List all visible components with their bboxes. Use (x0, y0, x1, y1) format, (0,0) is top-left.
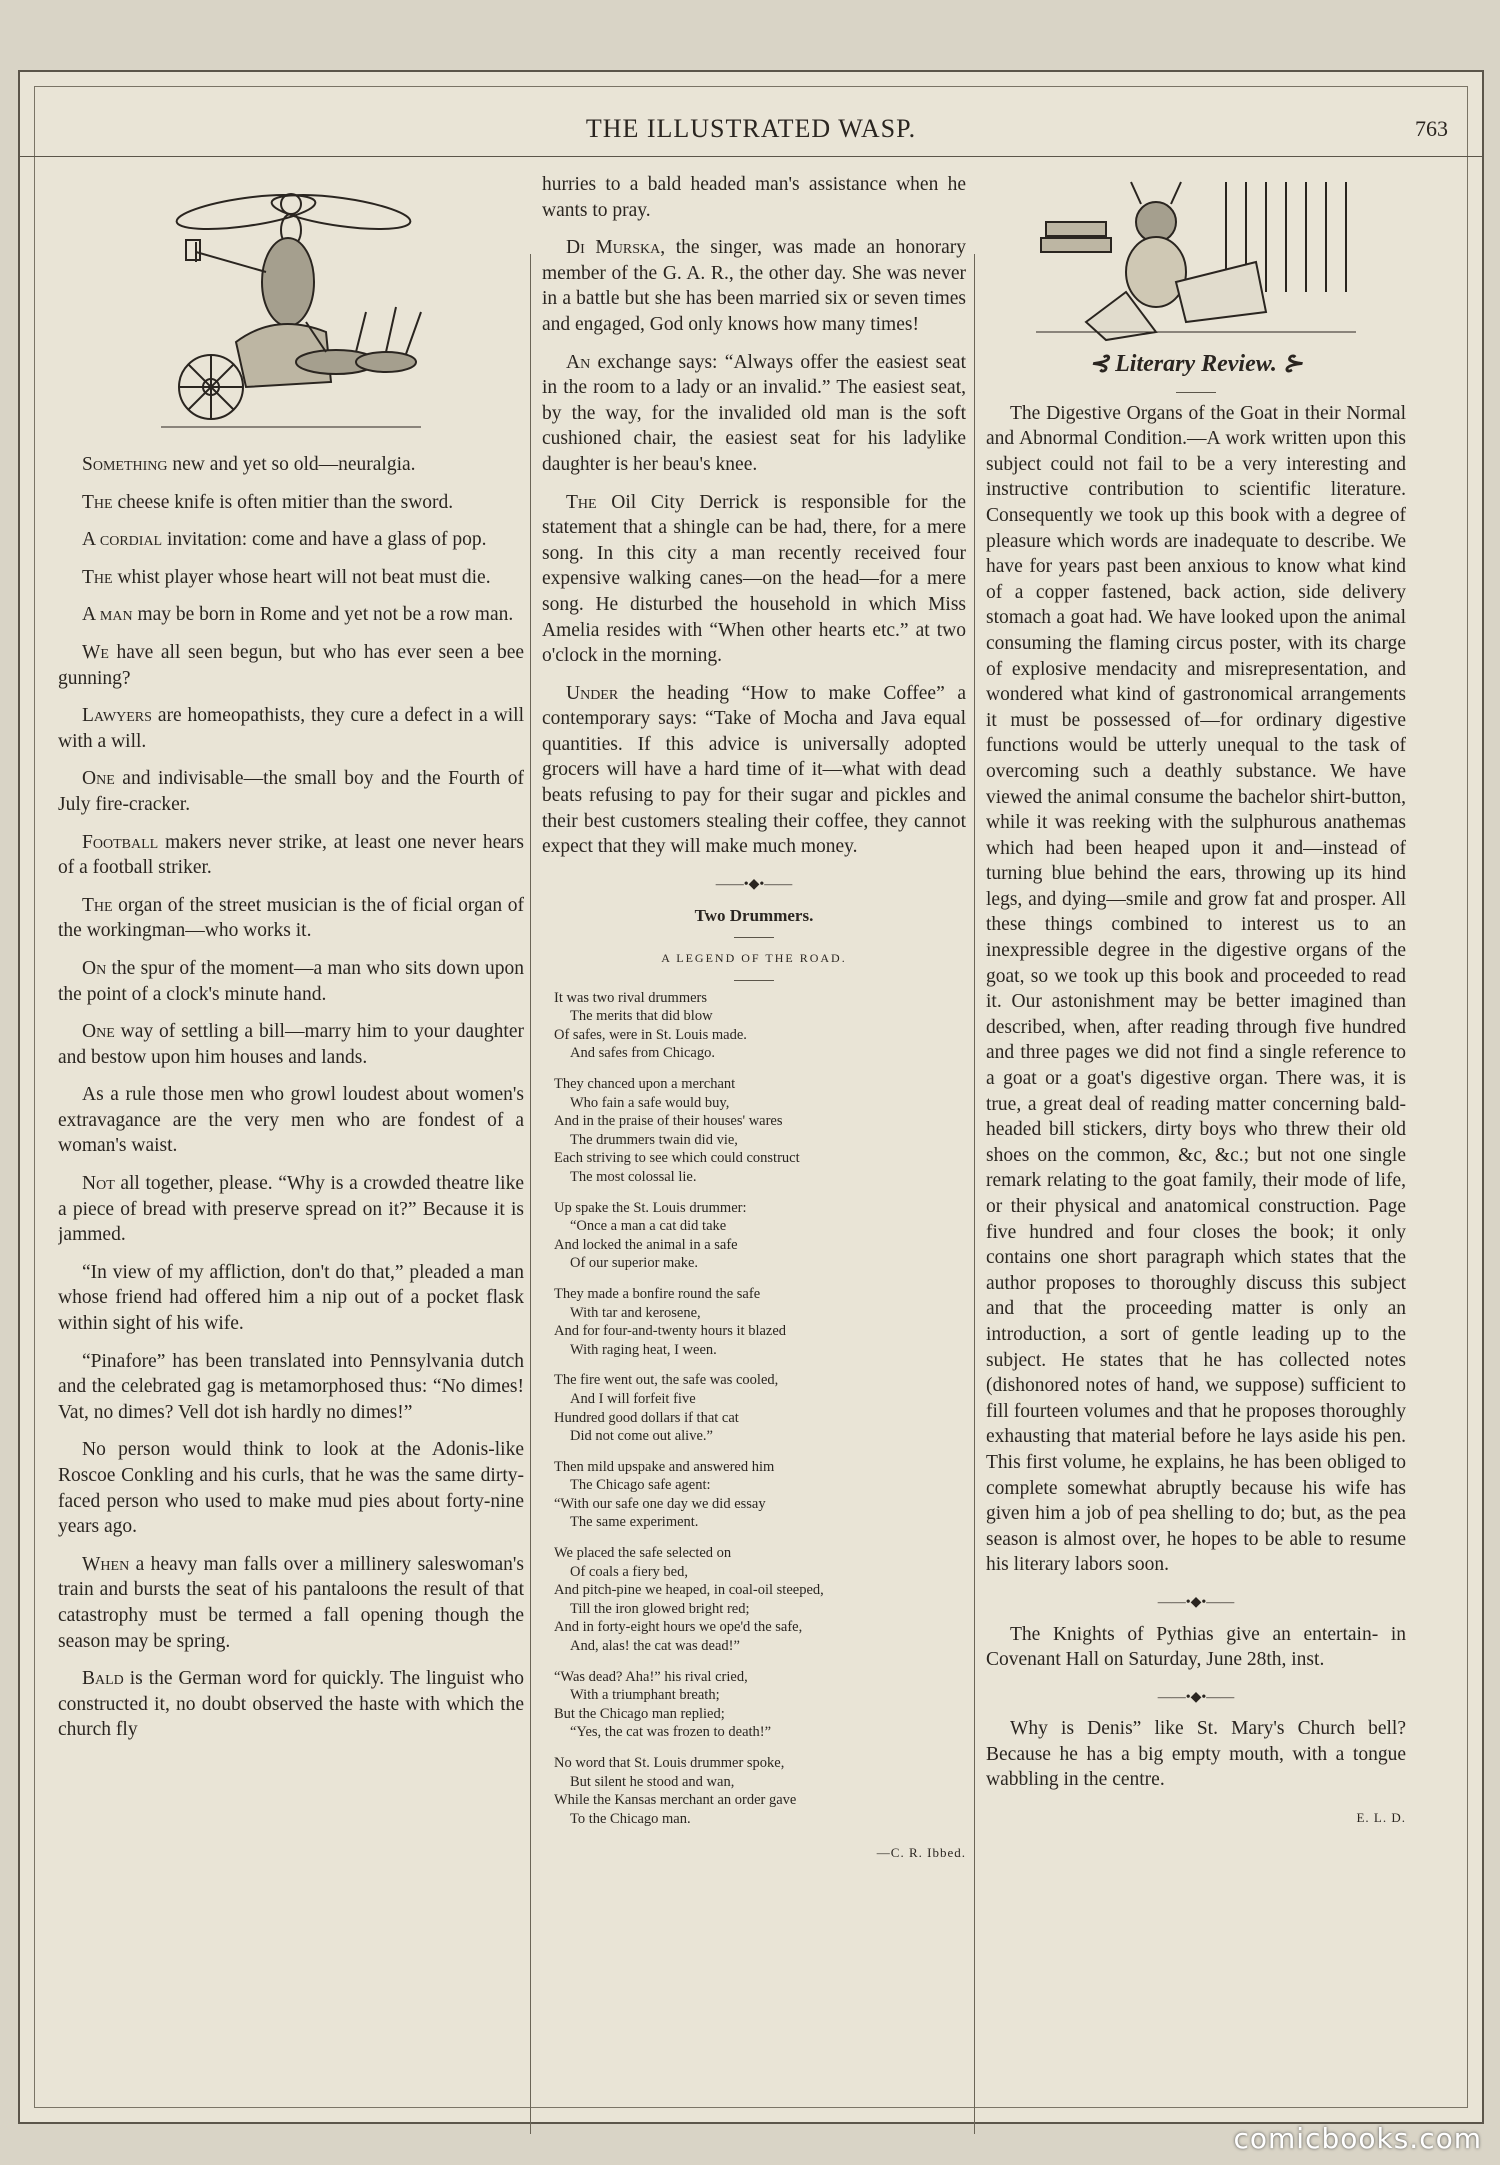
poem-line: While the Kansas merchant an order gave (554, 1792, 797, 1809)
lead-word: Not (82, 1173, 115, 1195)
poem-line: The drummers twain did vie, (570, 1131, 738, 1148)
poem-line: But silent he stood and wan, (570, 1773, 735, 1790)
lead-word: The (566, 491, 597, 513)
poem-line: And safes from Chicago. (570, 1045, 715, 1062)
paragraph-text: new and yet so old—neuralgia. (167, 454, 416, 475)
poem-stanza (554, 1458, 966, 1532)
wasp-chariot-illustration (156, 172, 426, 442)
poem-line: And in forty-eight hours we ope'd the safe, (554, 1619, 803, 1636)
column-rule-2 (974, 254, 975, 2134)
poem-stanza (554, 1371, 966, 1445)
poem-line: But the Chicago man replied; (554, 1705, 725, 1722)
poem-line: It was two rival drummers (554, 989, 708, 1006)
poem-line: Who fain a safe would buy, (570, 1094, 730, 1111)
poem-line: The merits that did blow (570, 1008, 713, 1025)
col2-paragraphs (542, 235, 966, 860)
poem-body (554, 989, 966, 1829)
poem-line: “Was dead? Aha!” his rival cried, (554, 1668, 748, 1685)
scroll-left-icon: ⊰ (1089, 351, 1110, 377)
poem-line: With raging heat, I ween. (570, 1341, 717, 1358)
paragraph (58, 1082, 524, 1159)
column-2 (542, 172, 966, 2152)
scroll-right-icon: ⊱ (1282, 351, 1303, 377)
poem-title: Two Drummers. (694, 906, 814, 926)
paragraph-text: No person would think to look at the Adonis-like Roscoe Conkling and his curls, that he was the same dirty-faced person who used to make mud pies about forty-nine years ago. (58, 1439, 524, 1538)
paragraph-text: cheese knife is often mitier than the sword. (112, 491, 454, 513)
lead-word: An (566, 351, 591, 373)
lead-word: The (82, 566, 113, 588)
poem-line: The most colossal lie. (570, 1168, 697, 1185)
lead-word: Something (82, 454, 168, 475)
poem-line: And for four-and-twenty hours it blazed (554, 1323, 787, 1340)
paragraph-text: “In view of my affliction, don't do that,” pleaded a man whose friend had offered him a nip out of a pocket flask within sight of his wife. (58, 1261, 524, 1335)
lead-word: When (82, 1553, 130, 1575)
lead-word: Bald (82, 1668, 124, 1690)
paragraph-text: makers never strike, at least one never hears of a football striker. (58, 831, 524, 879)
poem-line: And pitch-pine we heaped, in coal-oil steeped, (554, 1582, 824, 1599)
paragraph-text: exchange says: “Always offer the easiest seat in the room to a lady or an invalid.” The easiest seat, by the way, for the invalided old man is the soft cushioned chair, the easiest seat for his ladylike daughter is her beau's knee. (542, 351, 966, 475)
paragraph-text: , the singer, was made an honorary member of the G. A. R., the other day. She was never in a battle but she has been married six or seven times and engaged, God only knows how many times! (542, 237, 966, 335)
paragraph (58, 1437, 524, 1539)
poem-line: Of our superior make. (570, 1255, 699, 1272)
poem-line: The same experiment. (570, 1514, 699, 1531)
paragraph-text: is the German word for quickly. The linguist who constructed it, no doubt observed the haste with which the church fly (58, 1668, 524, 1741)
newspaper-page (18, 70, 1484, 2124)
col1-paragraphs (58, 452, 524, 1743)
paragraph (58, 1552, 524, 1654)
paragraph (58, 490, 524, 516)
page-number: 763 (1415, 116, 1448, 141)
poem-line: And locked the animal in a safe (554, 1236, 738, 1253)
poem-line: And in the praise of their houses' wares (554, 1113, 783, 1130)
paragraph (58, 1019, 524, 1070)
literary-review-title: Literary Review. (1115, 351, 1277, 377)
poem-line: And, alas! the cat was dead!” (570, 1638, 740, 1655)
ornament-divider: ——•◆•—— (1157, 1594, 1235, 1610)
paragraph-text: have all seen begun, but who has ever seen a bee gunning? (58, 641, 524, 689)
poem-line: With tar and kerosene, (570, 1304, 701, 1321)
poem-stanza (554, 1754, 966, 1828)
paragraph-text: are homeopathists, they cure a defect in a will with a will. (58, 705, 524, 752)
poem-stanza (554, 1285, 966, 1359)
poem-line: Of coals a fiery bed, (570, 1563, 688, 1580)
lead-word: On (82, 957, 107, 979)
lead-word: Di Murska (566, 237, 661, 259)
paragraph (542, 350, 966, 478)
poem-signature: —C. R. Ibbed. (876, 1845, 966, 1861)
paragraph-text: way of settling a bill—marry him to your daughter and bestow upon him houses and lands. (58, 1021, 524, 1068)
lead-word: The (82, 894, 113, 916)
paragraph-text: organ of the street musician is the of ficial organ of the workingman—who works it. (58, 894, 524, 942)
paragraph-text: and indivisable—the small boy and the Fourth of July fire-cracker. (58, 768, 524, 815)
poem-stanza (554, 989, 966, 1063)
paragraph (58, 1171, 524, 1248)
literary-review-heading (986, 352, 1406, 378)
paragraph (58, 830, 524, 881)
paragraph-text: the heading “How to make Coffee” a contemporary says: “Take of Mocha and Java equal quantities. If this advice is universally adopted grocers will have a hard time of it—what with dead beats refusing to pay for their sugar and pickles and their best customers stealing their coffee, they cannot expect that they will make much money. (542, 682, 966, 858)
column-3 (986, 172, 1406, 2152)
lead-word: A man (82, 604, 133, 626)
paragraph-text: Oil City Derrick is responsible for the statement that a shingle can be had, there, for a mere song. In this city a man recently received four expensive walking canes—on the head—for a mere song. He disturbed the household in which Miss Amelia resides with “When other hearts etc.” at two o'clock in the morning. (542, 491, 966, 667)
poem-line: To the Chicago man. (570, 1810, 691, 1827)
paragraph (542, 681, 966, 860)
lead-word: Under (566, 682, 619, 704)
column-1 (58, 172, 524, 2152)
poem-stanza (554, 1544, 966, 1656)
review-paragraph: The Digestive Organs of the Goat in their Normal and Abnormal Condition.—A work written upon this subject could not fail to be a very interesting and instructive contribution to scientific literature. Consequently we took up this book with a degree of pleasure which words are inadequate to describe. We have for years past been anxious to know what kind of a copper fastened, back action, side delivery stomach a goat had. We have looked upon the animal consuming the flaming circus poster, with its charge of explosive mendacity and misrepresentation, and wondered what kind of gastronomical arrangements it must be possessed of—for ordinary digestive functions would be utterly unequal to the task of overcoming such a deathly substance. We have viewed the animal consume the bachelor shirt-button, while it was reeking with the sulphurous anathemas which had been heaped upon it and—instead of turning blue behind the ears, throwing up its hind legs, and dying—smile and grow fat and prosper. All these things combined to interest us to an inexpressible degree in the digestive organs of the goat, so we took up this book and proceeded to read it. Our astonishment may be better imagined than described, when, after reading through five hundred and three pages we did not find a single reference to a goat or a goat's digestive organ. There was, it is true, a great deal of reading matter concerning bald-headed bill stickers, dirty boys who threw their old shoes on the common, &c, &c.; but not one single remark relating to the goat family, their mode of life, or their physical and anatomical construction. Page five hundred and four closes the book; it only contains one short paragraph which states that the author proposes to thoroughly discuss this subject and that the proceeding matter is only an introduction, a sort of gentle leading up to the subject. He states that he has collected notes (dishonored notes of hand, we suppose) sufficient to fill fourteen volumes and that he proposes thoroughly exhausting that material before he lays aside his pen. This first volume, he explains, he has been obliged to complete somewhat abruptly because his wife has given him a job of pea shelling to do; but, as the pea season is almost over, he hopes to be able to resume his literary labors soon. (986, 402, 1406, 1576)
lead-word: Lawyers (82, 705, 152, 727)
poem-line: With a triumphant breath; (570, 1687, 720, 1704)
knights-paragraph: The Knights of Pythias give an entertain- in Covenant Hall on Saturday, June 28th, inst. (986, 1623, 1406, 1671)
goat-reading-illustration (1026, 172, 1366, 342)
watermark: comicbooks.com (1233, 2122, 1482, 2155)
poem-line: They chanced upon a merchant (554, 1076, 736, 1092)
paragraph-text: all together, please. “Why is a crowded theatre like a piece of bread with preserve spread on it?” Because it is jammed. (58, 1173, 524, 1246)
lead-word: One (82, 768, 115, 790)
ornament-divider: ——•◆•—— (715, 876, 793, 892)
paragraph (58, 1260, 524, 1337)
short-rule (1176, 392, 1216, 393)
paragraph (58, 602, 524, 628)
poem-stanza (554, 1075, 966, 1187)
paragraph (58, 703, 524, 754)
paragraph (58, 893, 524, 944)
short-rule (734, 980, 774, 981)
paragraph-text: “Pinafore” has been translated into Pennsylvania dutch and the celebrated gag is metamorphosed thus: “No dimes! Vat, no dimes? Vell dot ish hardly no dimes!” (58, 1350, 524, 1423)
poem-line: Did not come out alive.” (570, 1428, 713, 1445)
poem-line: “With our safe one day we did essay (554, 1495, 766, 1512)
poem-stanza (554, 1199, 966, 1273)
paragraph (58, 1349, 524, 1426)
denis-paragraph: Why is Denis” like St. Mary's Church bell? Because he has a big empty mouth, with a tongue wabbling in the centre. (986, 1718, 1406, 1791)
paragraph-text: the spur of the moment—a man who sits down upon the point of a clock's minute hand. (58, 957, 524, 1005)
masthead-title: THE ILLUSTRATED WASP. (585, 114, 917, 143)
poem-line: “Once a man a cat did take (570, 1218, 727, 1235)
poem-line: We placed the safe selected on (554, 1545, 732, 1562)
paragraph (58, 565, 524, 591)
paragraph (58, 452, 524, 478)
paragraph (58, 640, 524, 691)
poem-stanza (554, 1668, 966, 1742)
column3-signature: E. L. D. (1356, 1810, 1406, 1826)
paragraph (58, 766, 524, 817)
lead-word: We (82, 641, 109, 663)
paragraph-text: As a rule those men who growl loudest about women's extravagance are the very men who are fondest of a woman's waist. (58, 1084, 524, 1157)
paragraph (58, 1666, 524, 1743)
paragraph-text: may be born in Rome and yet not be a row man. (132, 604, 514, 626)
poem-line: Up spake the St. Louis drummer: (554, 1199, 747, 1216)
masthead-bar (20, 112, 1482, 157)
poem-line: They made a bonfire round the safe (554, 1285, 761, 1302)
poem-line: Hundred good dollars if that cat (554, 1409, 739, 1426)
poem-line: And I will forfeit five (570, 1390, 696, 1407)
ornament-divider: ——•◆•—— (1157, 1689, 1235, 1705)
short-rule (734, 937, 774, 938)
poem-line: The fire went out, the safe was cooled, (554, 1372, 779, 1389)
paragraph-text: a heavy man falls over a millinery saleswoman's train and bursts the seat of his pantaloons the result of that catastrophy must be termed a fall opening though the season may be spring. (58, 1553, 524, 1652)
poem-line: Then mild upspake and answered him (554, 1458, 775, 1475)
paragraph (58, 956, 524, 1007)
poem-line: “Yes, the cat was frozen to death!” (570, 1724, 772, 1741)
poem-line: No word that St. Louis drummer spoke, (554, 1755, 785, 1771)
poem-subtitle: A LEGEND OF THE ROAD. (661, 951, 847, 966)
continuation-paragraph: hurries to a bald headed man's assistance when he wants to pray. (542, 174, 966, 221)
poem-line: The Chicago safe agent: (570, 1477, 711, 1494)
column-rule-1 (530, 254, 531, 2134)
paragraph (542, 490, 966, 669)
lead-word: The (82, 491, 113, 513)
lead-word: A cordial (82, 529, 163, 551)
poem-line: Till the iron glowed bright red; (570, 1600, 750, 1617)
paragraph (58, 527, 524, 553)
paragraph (542, 235, 966, 337)
paragraph-text: whist player whose heart will not beat must die. (112, 566, 491, 588)
paragraph-text: invitation: come and have a glass of pop. (162, 529, 487, 551)
lead-word: Football (82, 831, 159, 853)
lead-word: One (82, 1021, 115, 1043)
poem-line: Of safes, were in St. Louis made. (554, 1026, 747, 1043)
poem-line: Each striving to see which could construct (554, 1150, 800, 1167)
